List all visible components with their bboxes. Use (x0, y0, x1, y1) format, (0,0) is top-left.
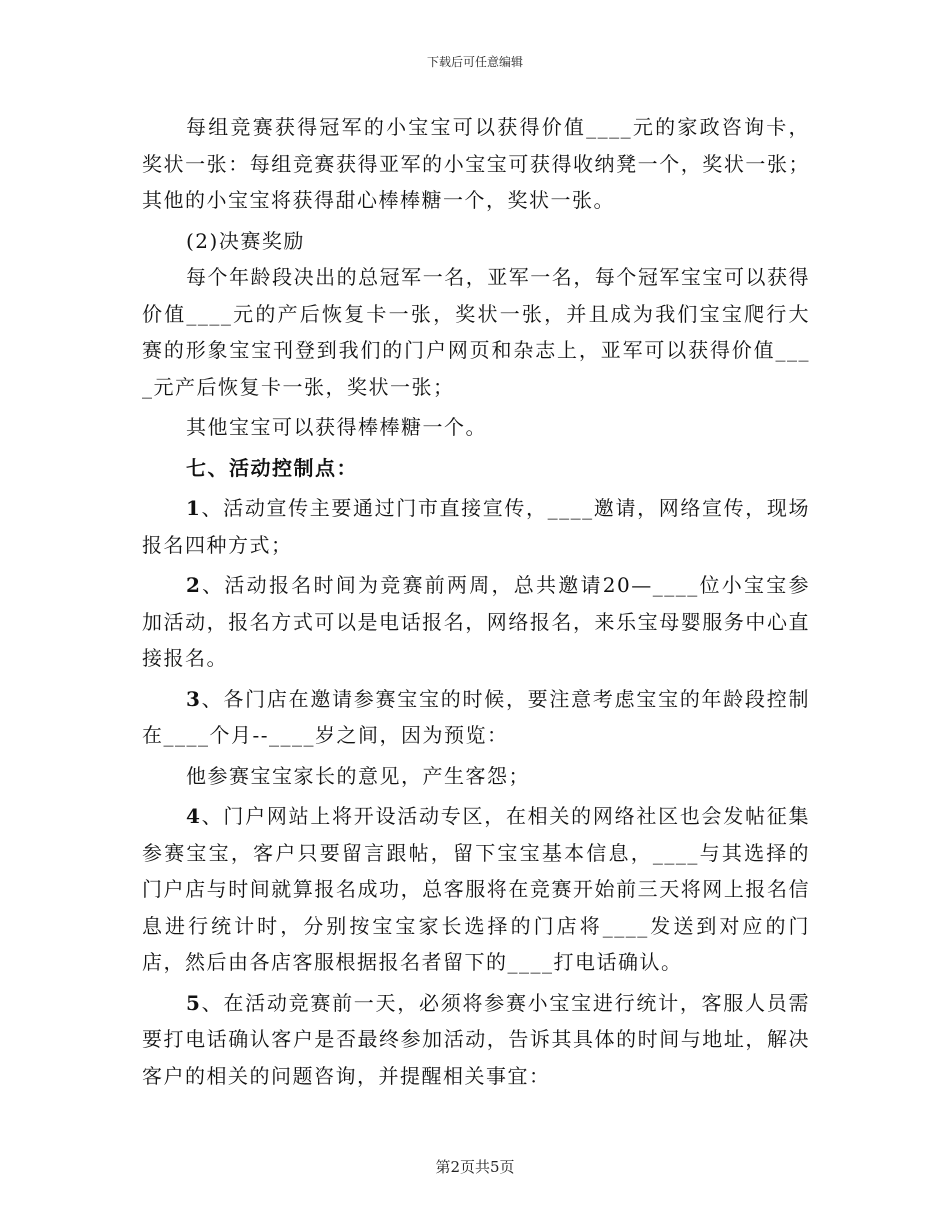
paragraph-final-prizes: 每个年龄段决出的总冠军一名，亚军一名，每个冠军宝宝可以获得价值____元的产后恢复卡一张，奖状一张，并且成为我们宝宝爬行大赛的形象宝宝刊登到我们的门户网页和杂志上，亚军可以获得价值____元产后恢复卡一张，奖状一张； (142, 265, 810, 399)
paragraph-customer-complaint: 他参赛宝宝家长的意见，产生客怨； (186, 763, 530, 788)
list-item-1 (142, 490, 810, 563)
list-number: 2 (186, 573, 202, 597)
list-item-3 (142, 681, 810, 754)
list-number: 1 (186, 496, 202, 520)
list-number: 5 (186, 990, 202, 1015)
list-text: 、在活动竞赛前一天，必须将参赛小宝宝进行统计，客服人员需要打电话确认客户是否最终参加活动，告诉其具体的时间与地址，解决客户的相关的问题咨询，并提醒相关事宜： (142, 990, 810, 1088)
list-item-4 (142, 798, 810, 981)
list-text: 、各门店在邀请参赛宝宝的时候，要注意考虑宝宝的年龄段控制在____个月--____岁之间，因为预览： (142, 686, 810, 747)
list-text: 、活动报名时间为竞赛前两周，总共邀请20—____位小宝宝参加活动，报名方式可以是电话报名，网络报名，来乐宝母婴服务中心直接报名。 (142, 573, 810, 670)
paragraph-other-prizes: 其他宝宝可以获得棒棒糖一个。 (186, 415, 487, 439)
page-header: 下载后可任意编辑 (426, 55, 523, 69)
list-number: 3 (186, 686, 202, 711)
page-footer: 第2页共5页 (435, 1158, 515, 1176)
subheading-final-prizes: (2)决赛奖励 (186, 228, 305, 253)
document-body (142, 109, 810, 1094)
paragraph-prelim-prizes: 每组竞赛获得冠军的小宝宝可以获得价值____元的家政咨询卡，奖状一张：每组竞赛获得亚军的小宝宝可获得收纳凳一个，奖状一张；其他的小宝宝将获得甜心棒棒糖一个，奖状一张。 (142, 115, 810, 212)
list-number: 4 (186, 804, 202, 828)
list-text: 、活动宣传主要通过门市直接宣传，____邀请，网络宣传，现场报名四种方式； (142, 496, 810, 557)
list-item-5 (142, 985, 810, 1095)
list-item-2 (142, 567, 810, 677)
list-text: 、门户网站上将开设活动专区，在相关的网络社区也会发帖征集参赛宝宝，客户只要留言跟帖，留下宝宝基本信息，____与其选择的门户店与时间就算报名成功，总客服将在竞赛开始前三天将网上报名信息进行统计时，分别按宝宝家长选择的门店将____发送到对应的门店，然后由各店客服根据报名者留下的____打电话确认。 (142, 804, 810, 974)
section-heading-control-points: 七、活动控制点： (186, 455, 358, 480)
